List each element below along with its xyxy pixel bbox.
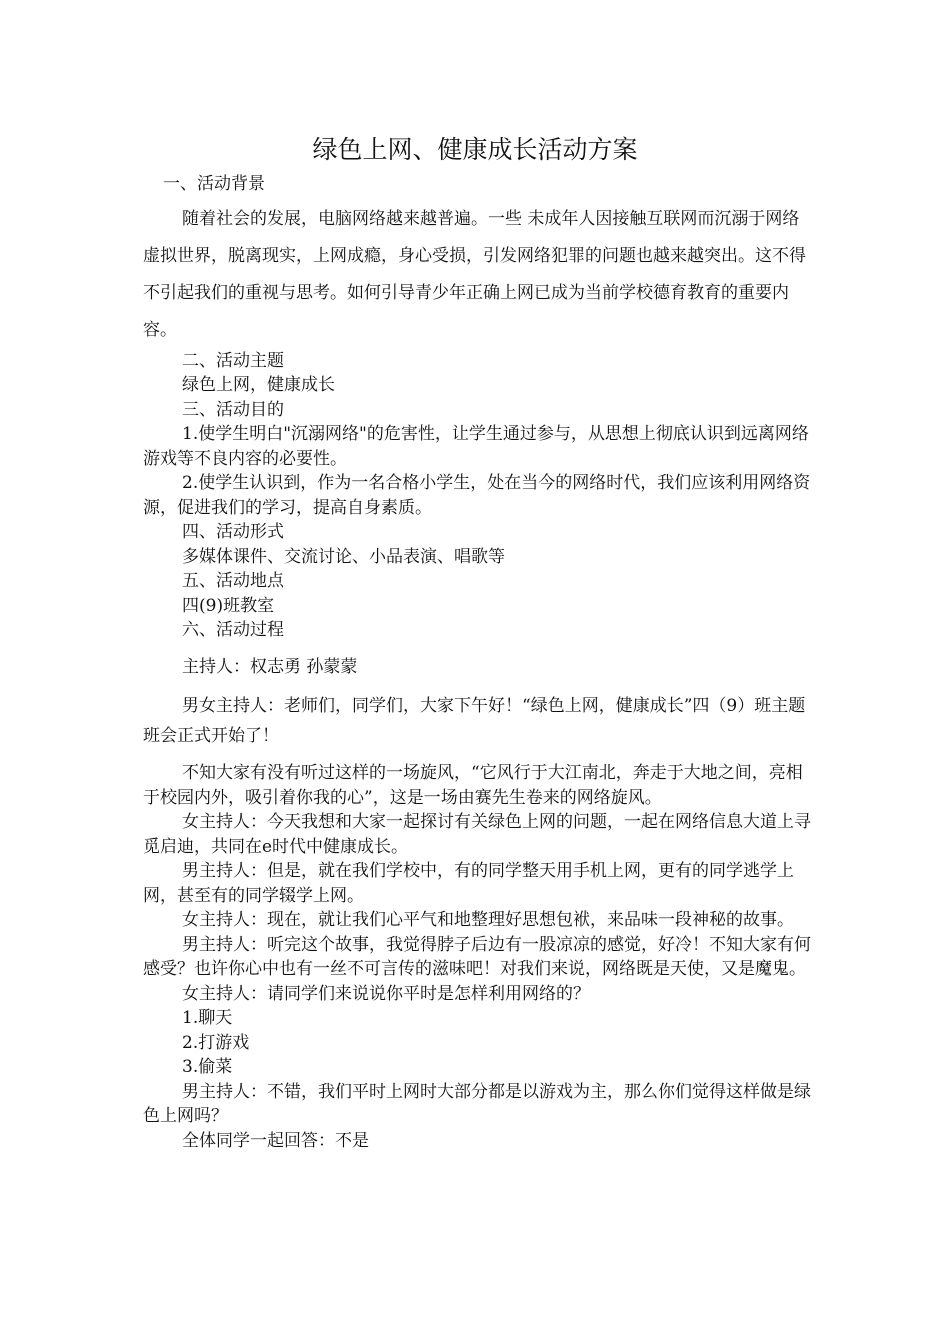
section-heading-purpose: 三、活动目的 [182, 399, 284, 420]
section-heading-process: 六、活动过程 [182, 620, 284, 640]
female-host-question: 女主持人：请同学们来说说你平时是怎样利用网络的？ [182, 983, 590, 1004]
answer-item-3: 3.偷菜 [182, 1057, 233, 1077]
male-host-line-1: 男主持人：但是，就在我们学校中，有的同学整天用手机上网，更有的同学逃学上网，甚至有的同学辍学上网。 [143, 861, 794, 906]
answer-item-1: 1.聊天 [182, 1008, 233, 1028]
location-text: 四(9)班教室 [182, 595, 275, 616]
female-host-line-2: 女主持人：现在，就让我们心平气和地整理好思想包袱，来品味一段神秘的故事。 [182, 910, 794, 930]
class-answer: 全体同学一起回答：不是 [182, 1130, 369, 1151]
document-title: 绿色上网、健康成长活动方案 [312, 135, 638, 164]
section-heading-location: 五、活动地点 [182, 571, 284, 591]
answer-item-2: 2.打游戏 [182, 1032, 250, 1053]
hosts-line: 主持人：权志勇 孙蒙蒙 [182, 656, 358, 677]
format-text: 多媒体课件、交流讨论、小品表演、唱歌等 [182, 546, 505, 567]
theme-text: 绿色上网，健康成长 [182, 375, 335, 395]
male-host-line-3: 男主持人：不错，我们平时上网时大部分都是以游戏为主，那么你们觉得这样做是绿色上网吗？ [143, 1081, 811, 1126]
document-body [143, 172, 815, 1153]
purpose-item-1: 1.使学生明白"沉溺网络"的危害性，让学生通过参与，从思想上彻底认识到远离网络游戏等不良内容的必要性。 [143, 424, 809, 469]
section-heading-background: 一、活动背景 [163, 174, 265, 194]
section-heading-theme: 二、活动主题 [182, 350, 284, 371]
male-host-line-2: 男主持人：听完这个故事，我觉得脖子后边有一股凉凉的感觉，好冷！不知大家有何感受？也许你心中也有一丝不可言传的滋味吧！对我们来说，网络既是天使，又是魔鬼。 [143, 934, 811, 979]
opening-speech: 男女主持人：老师们，同学们，大家下午好！“绿色上网，健康成长”四（9）班主题班会正式开始了！ [143, 696, 806, 746]
female-host-line-1: 女主持人：今天我想和大家一起探讨有关绿色上网的问题，一起在网络信息大道上寻觅启迪，共同在e时代中健康成长。 [143, 812, 811, 857]
whirlwind-paragraph: 不知大家有没有听过这样的一场旋风，“它风行于大江南北，奔走于大地之间，亮相于校园内外，吸引着你我的心”，这是一场由赛先生卷来的网络旋风。 [143, 763, 803, 808]
purpose-item-2: 2.使学生认识到，作为一名合格小学生，处在当今的网络时代，我们应该利用网络资源，促进我们的学习，提高自身素质。 [143, 473, 811, 518]
background-paragraph: 随着社会的发展，电脑网络越来越普遍。一些 未成年人因接触互联网而沉溺于网络虚拟世界，脱离现实，上网成瘾，身心受损，引发网络犯罪的问题也越来越突出。这不得不引起我们的重视与思考。如何引导青少年正确上网已成为当前学校德育教育的重要内容。 [143, 208, 806, 340]
section-heading-format: 四、活动形式 [182, 522, 284, 542]
